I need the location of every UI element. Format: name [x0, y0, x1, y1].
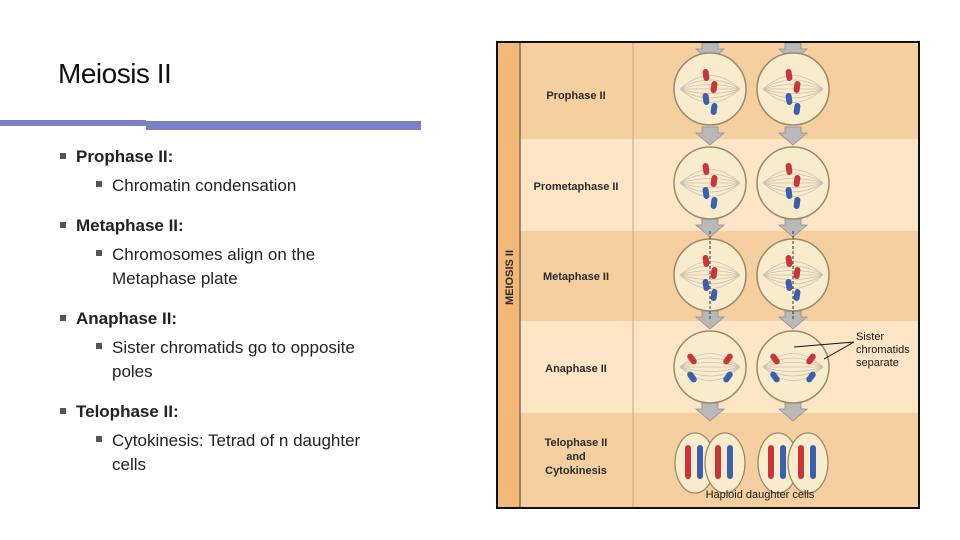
bullet-square-icon: [96, 250, 102, 256]
chromatin: [727, 445, 733, 479]
annotation-text: separate: [856, 357, 899, 369]
sidebar-label: MEIOSIS II: [504, 249, 516, 305]
bullet-detail: Chromosomes align on the Metaphase plate: [96, 243, 440, 291]
stage-label: Anaphase II: [545, 363, 607, 375]
annotation-text: Sister: [856, 331, 885, 343]
bullet-square-icon: [96, 343, 102, 349]
bullet-square-icon: [60, 315, 66, 321]
meiosis-ii-figure: [496, 41, 920, 509]
daughter-cell: [705, 433, 745, 493]
title-underline-left: [0, 120, 146, 126]
bullet-heading: Prophase II:: [60, 146, 440, 168]
bullet-square-icon: [96, 436, 102, 442]
stage-label: Prophase II: [546, 90, 606, 102]
chromatin: [685, 445, 691, 479]
bullet-group-metaphase: [60, 215, 440, 291]
bullet-detail: Cytokinesis: Tetrad of n daughter cells: [96, 429, 440, 477]
stage-label: Metaphase II: [542, 271, 610, 283]
bullet-group-prophase: [60, 146, 440, 198]
chromatin: [715, 445, 721, 479]
bullet-group-anaphase: [60, 308, 440, 384]
meiosis-diagram: [498, 43, 918, 507]
chromatin: [780, 445, 786, 479]
footer-caption: Haploid daughter cells: [705, 489, 815, 501]
bullet-square-icon: [60, 153, 66, 159]
bullet-group-telophase: [60, 401, 440, 477]
daughter-cell: [788, 433, 828, 493]
chromatin: [810, 445, 816, 479]
stage-label: Telophase II: [544, 437, 608, 449]
stage-label: Prometaphase II: [533, 181, 619, 193]
bullet-heading: Anaphase II:: [60, 308, 440, 330]
bullet-heading: Metaphase II:: [60, 215, 440, 237]
stage-label: Cytokinesis: [545, 465, 607, 477]
bullet-square-icon: [60, 222, 66, 228]
stage-label: and: [566, 451, 586, 463]
bullet-square-icon: [96, 181, 102, 187]
chromatin: [697, 445, 703, 479]
chromatin: [768, 445, 774, 479]
bullet-detail: Sister chromatids go to opposite poles: [96, 336, 440, 384]
bullet-heading: Telophase II:: [60, 401, 440, 423]
bullet-list: [60, 146, 440, 494]
title-underline-right: [146, 121, 421, 130]
bullet-detail: Chromatin condensation: [96, 174, 440, 198]
chromatin: [798, 445, 804, 479]
annotation-text: chromatids: [856, 344, 910, 356]
bullet-square-icon: [60, 408, 66, 414]
slide-title: Meiosis II: [58, 58, 172, 89]
